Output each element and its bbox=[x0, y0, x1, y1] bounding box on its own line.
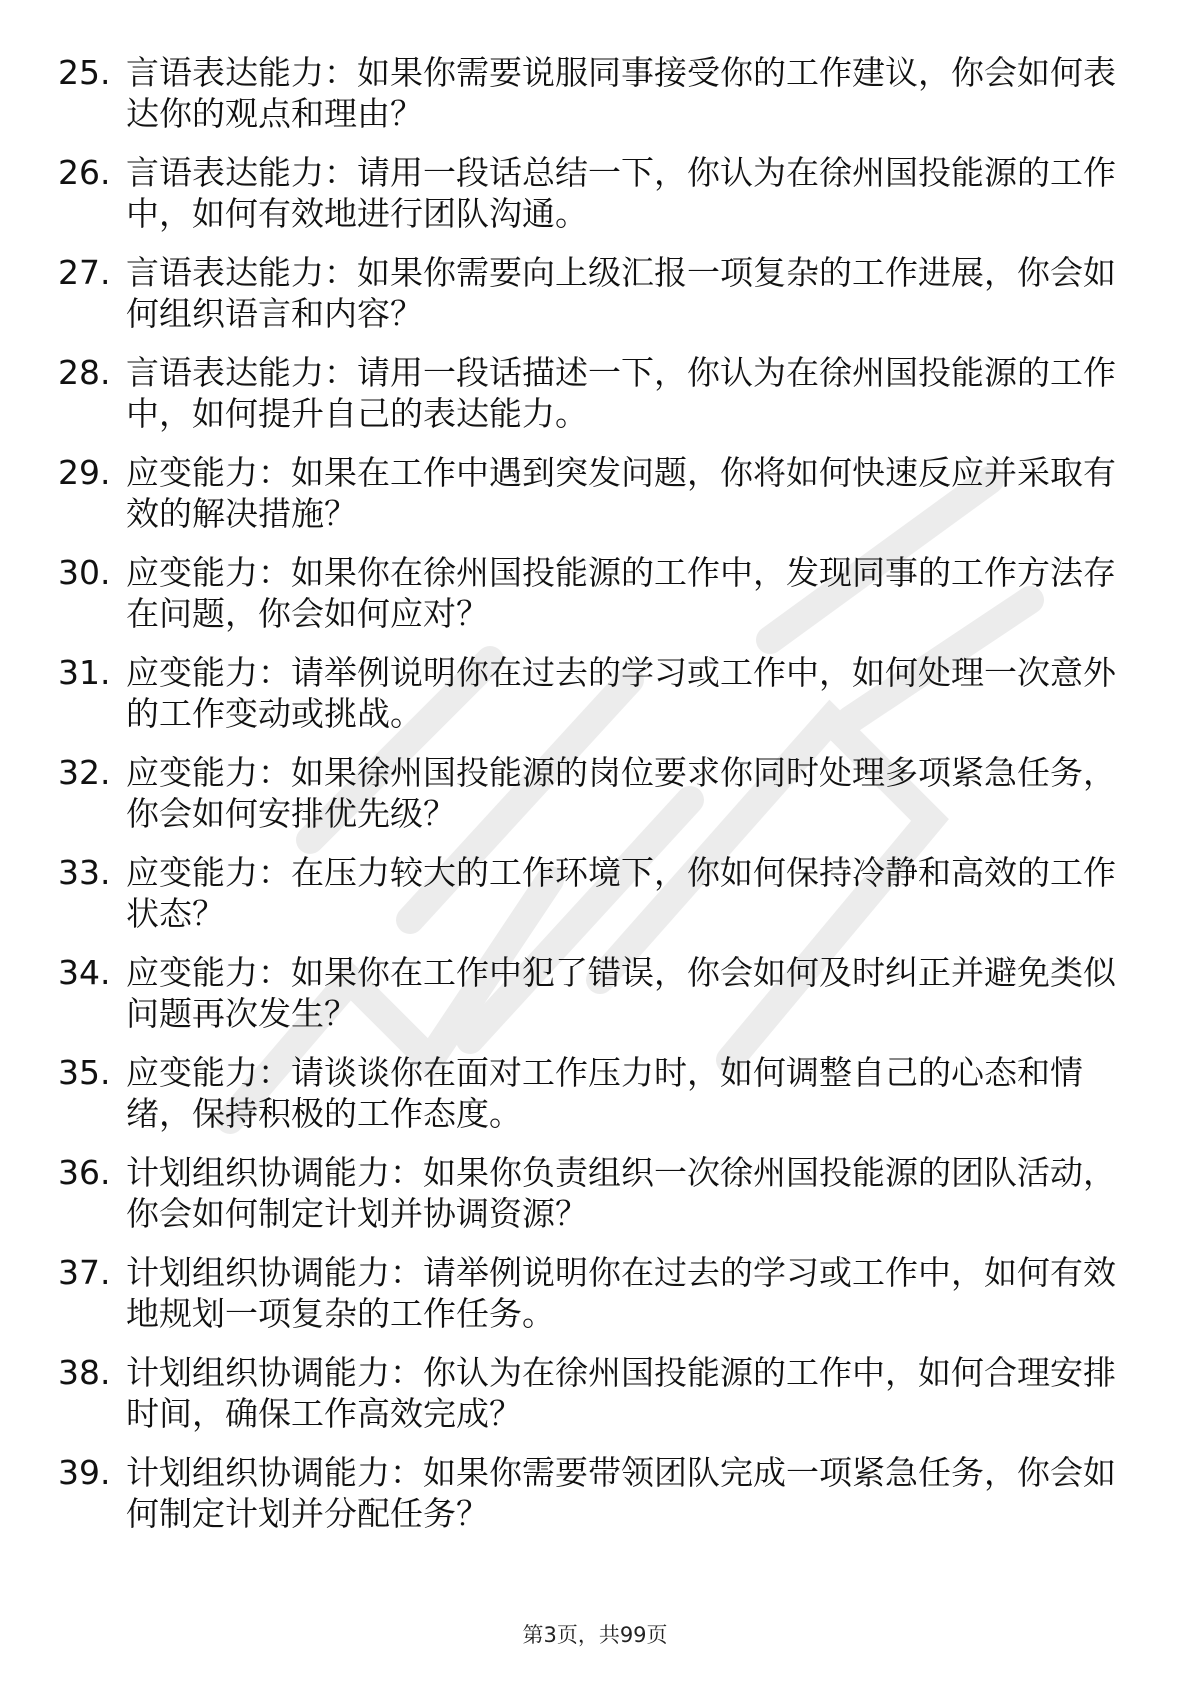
question-text: 应变能力：如果徐州国投能源的岗位要求你同时处理多项紧急任务，你会如何安排优先级？ bbox=[126, 753, 1116, 833]
question-text: 计划组织协调能力：如果你负责组织一次徐州国投能源的团队活动，你会如何制定计划并协调资源？ bbox=[126, 1153, 1116, 1233]
list-item bbox=[58, 1452, 1138, 1534]
page-footer bbox=[0, 1622, 1190, 1648]
question-number: 31. bbox=[58, 653, 111, 692]
list-item bbox=[58, 752, 1138, 834]
list-item bbox=[58, 1352, 1138, 1434]
question-list bbox=[58, 52, 1138, 1552]
question-number: 34. bbox=[58, 953, 111, 992]
question-text: 计划组织协调能力：你认为在徐州国投能源的工作中，如何合理安排时间，确保工作高效完成？ bbox=[126, 1353, 1116, 1433]
list-item bbox=[58, 552, 1138, 634]
question-number: 29. bbox=[58, 453, 111, 492]
question-text: 应变能力：请举例说明你在过去的学习或工作中，如何处理一次意外的工作变动或挑战。 bbox=[126, 653, 1116, 733]
question-number: 39. bbox=[58, 1453, 111, 1492]
question-number: 32. bbox=[58, 753, 111, 792]
question-text: 应变能力：如果在工作中遇到突发问题，你将如何快速反应并采取有效的解决措施？ bbox=[126, 453, 1116, 533]
question-number: 36. bbox=[58, 1153, 111, 1192]
list-item bbox=[58, 252, 1138, 334]
list-item bbox=[58, 652, 1138, 734]
question-text: 言语表达能力：如果你需要向上级汇报一项复杂的工作进展，你会如何组织语言和内容？ bbox=[126, 253, 1116, 333]
list-item bbox=[58, 1152, 1138, 1234]
question-number: 37. bbox=[58, 1253, 111, 1292]
question-number: 38. bbox=[58, 1353, 111, 1392]
list-item bbox=[58, 152, 1138, 234]
list-item bbox=[58, 852, 1138, 934]
list-item bbox=[58, 352, 1138, 434]
list-item bbox=[58, 1252, 1138, 1334]
page-number-label: 第3页，共99页 bbox=[522, 1623, 668, 1647]
list-item bbox=[58, 52, 1138, 134]
question-text: 计划组织协调能力：请举例说明你在过去的学习或工作中，如何有效地规划一项复杂的工作任务。 bbox=[126, 1253, 1116, 1333]
question-text: 言语表达能力：如果你需要说服同事接受你的工作建议，你会如何表达你的观点和理由？ bbox=[126, 53, 1116, 133]
question-text: 计划组织协调能力：如果你需要带领团队完成一项紧急任务，你会如何制定计划并分配任务？ bbox=[126, 1453, 1116, 1533]
question-text: 应变能力：如果你在徐州国投能源的工作中，发现同事的工作方法存在问题，你会如何应对？ bbox=[126, 553, 1116, 633]
question-text: 言语表达能力：请用一段话总结一下，你认为在徐州国投能源的工作中，如何有效地进行团队沟通。 bbox=[126, 153, 1116, 233]
list-item bbox=[58, 452, 1138, 534]
question-text: 应变能力：在压力较大的工作环境下，你如何保持冷静和高效的工作状态？ bbox=[126, 853, 1116, 933]
question-text: 言语表达能力：请用一段话描述一下，你认为在徐州国投能源的工作中，如何提升自己的表达能力。 bbox=[126, 353, 1116, 433]
question-number: 27. bbox=[58, 253, 111, 292]
question-text: 应变能力：请谈谈你在面对工作压力时，如何调整自己的心态和情绪，保持积极的工作态度。 bbox=[126, 1053, 1083, 1133]
list-item bbox=[58, 1052, 1138, 1134]
list-item bbox=[58, 952, 1138, 1034]
question-number: 25. bbox=[58, 53, 111, 92]
question-number: 26. bbox=[58, 153, 111, 192]
question-number: 30. bbox=[58, 553, 111, 592]
question-number: 33. bbox=[58, 853, 111, 892]
question-text: 应变能力：如果你在工作中犯了错误，你会如何及时纠正并避免类似问题再次发生？ bbox=[126, 953, 1116, 1033]
question-number: 35. bbox=[58, 1053, 111, 1092]
question-number: 28. bbox=[58, 353, 111, 392]
